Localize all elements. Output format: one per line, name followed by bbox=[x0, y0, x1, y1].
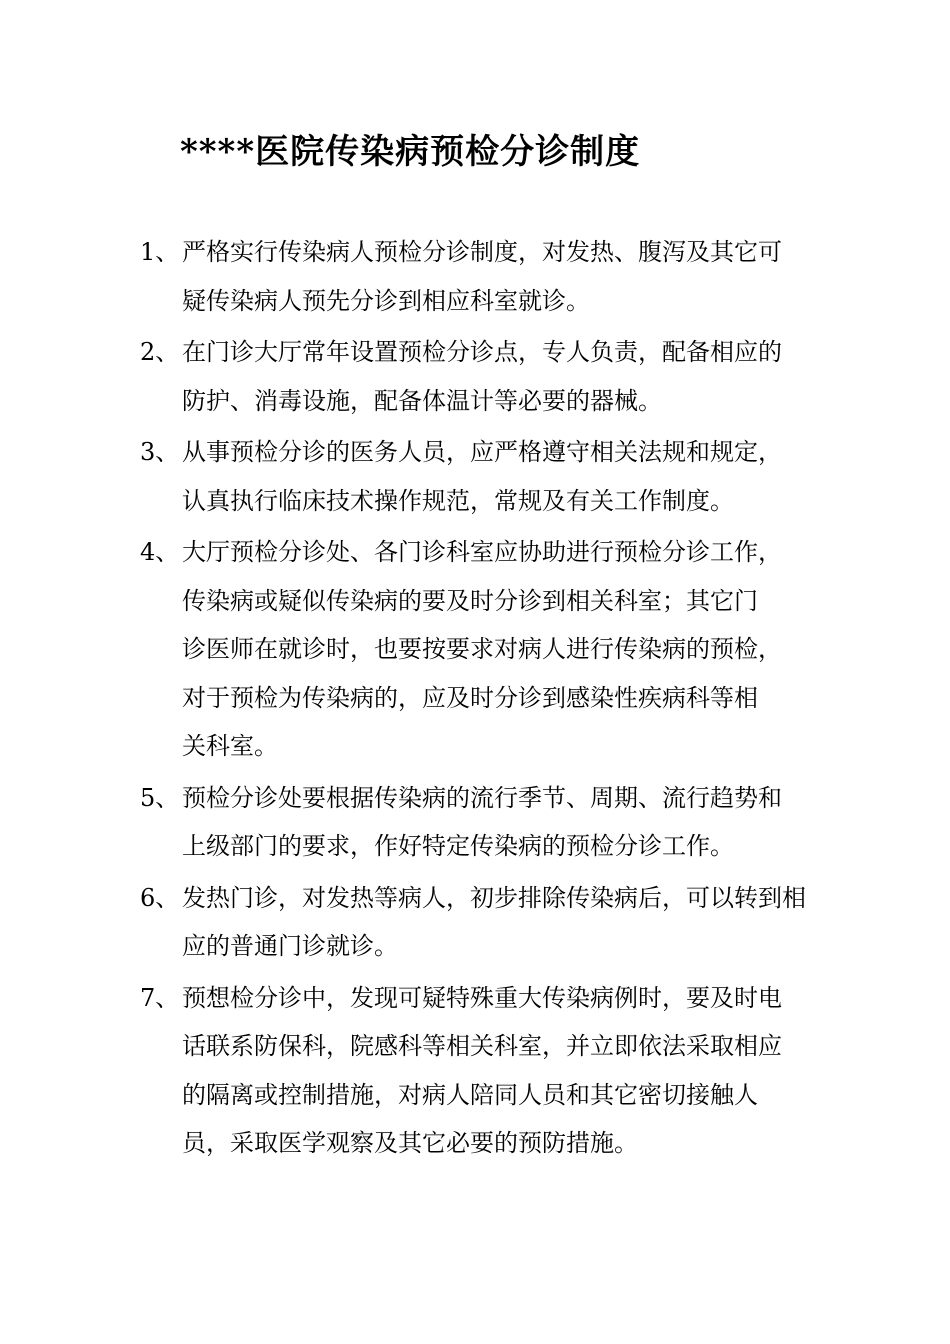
regulation-item-1 bbox=[140, 228, 812, 325]
regulation-item-6 bbox=[140, 874, 812, 971]
item-number: 2、 bbox=[140, 338, 180, 366]
item-text-line: 防护、消毒设施，配备体温计等必要的器械。 bbox=[182, 386, 662, 415]
item-text-line: 的隔离或控制措施，对病人陪同人员和其它密切接触人 bbox=[182, 1080, 758, 1109]
item-text-line: 在门诊大厅常年设置预检分诊点，专人负责，配备相应的 bbox=[182, 338, 782, 366]
item-text-line: 预想检分诊中，发现可疑特殊重大传染病例时，要及时电 bbox=[182, 983, 782, 1012]
item-text-line: 诊医师在就诊时，也要按要求对病人进行传染病的预检， bbox=[182, 635, 782, 663]
item-text-line: 疑传染病人预先分诊到相应科室就诊。 bbox=[182, 286, 590, 315]
item-text-line: 上级部门的要求，作好特定传染病的预检分诊工作。 bbox=[182, 832, 734, 860]
item-text-line: 应的普通门诊就诊。 bbox=[182, 932, 398, 960]
item-text-line: 发热门诊，对发热等病人，初步排除传染病后，可以转到相 bbox=[182, 883, 806, 912]
item-number: 3、 bbox=[140, 438, 180, 466]
item-text-line: 话联系防保科，院感科等相关科室，并立即依法采取相应 bbox=[182, 1032, 782, 1060]
regulation-list bbox=[140, 228, 812, 1171]
item-number: 1、 bbox=[140, 238, 180, 266]
item-number: 5、 bbox=[140, 783, 180, 812]
item-text-line: 严格实行传染病人预检分诊制度，对发热、腹泻及其它可 bbox=[182, 238, 782, 266]
item-text-line: 对于预检为传染病的，应及时分诊到感染性疾病科等相 bbox=[182, 683, 758, 712]
item-number: 4、 bbox=[140, 538, 180, 566]
item-number: 7、 bbox=[140, 983, 180, 1012]
item-text-line: 认真执行临床技术操作规范，常规及有关工作制度。 bbox=[182, 486, 734, 515]
regulation-item-4 bbox=[140, 528, 812, 771]
regulation-item-3 bbox=[140, 428, 812, 525]
item-number: 6、 bbox=[140, 883, 180, 912]
document-title: ****医院传染病预检分诊制度 bbox=[180, 132, 641, 172]
item-text-line: 从事预检分诊的医务人员，应严格遵守相关法规和规定， bbox=[182, 438, 782, 466]
item-text-line: 关科室。 bbox=[182, 732, 278, 760]
regulation-item-5 bbox=[140, 774, 812, 871]
regulation-item-2 bbox=[140, 328, 812, 425]
item-text-line: 预检分诊处要根据传染病的流行季节、周期、流行趋势和 bbox=[182, 783, 782, 812]
item-text-line: 员，采取医学观察及其它必要的预防措施。 bbox=[182, 1129, 638, 1157]
regulation-item-7 bbox=[140, 974, 812, 1168]
item-text-line: 传染病或疑似传染病的要及时分诊到相关科室；其它门 bbox=[182, 586, 758, 615]
item-text-line: 大厅预检分诊处、各门诊科室应协助进行预检分诊工作， bbox=[182, 538, 782, 566]
